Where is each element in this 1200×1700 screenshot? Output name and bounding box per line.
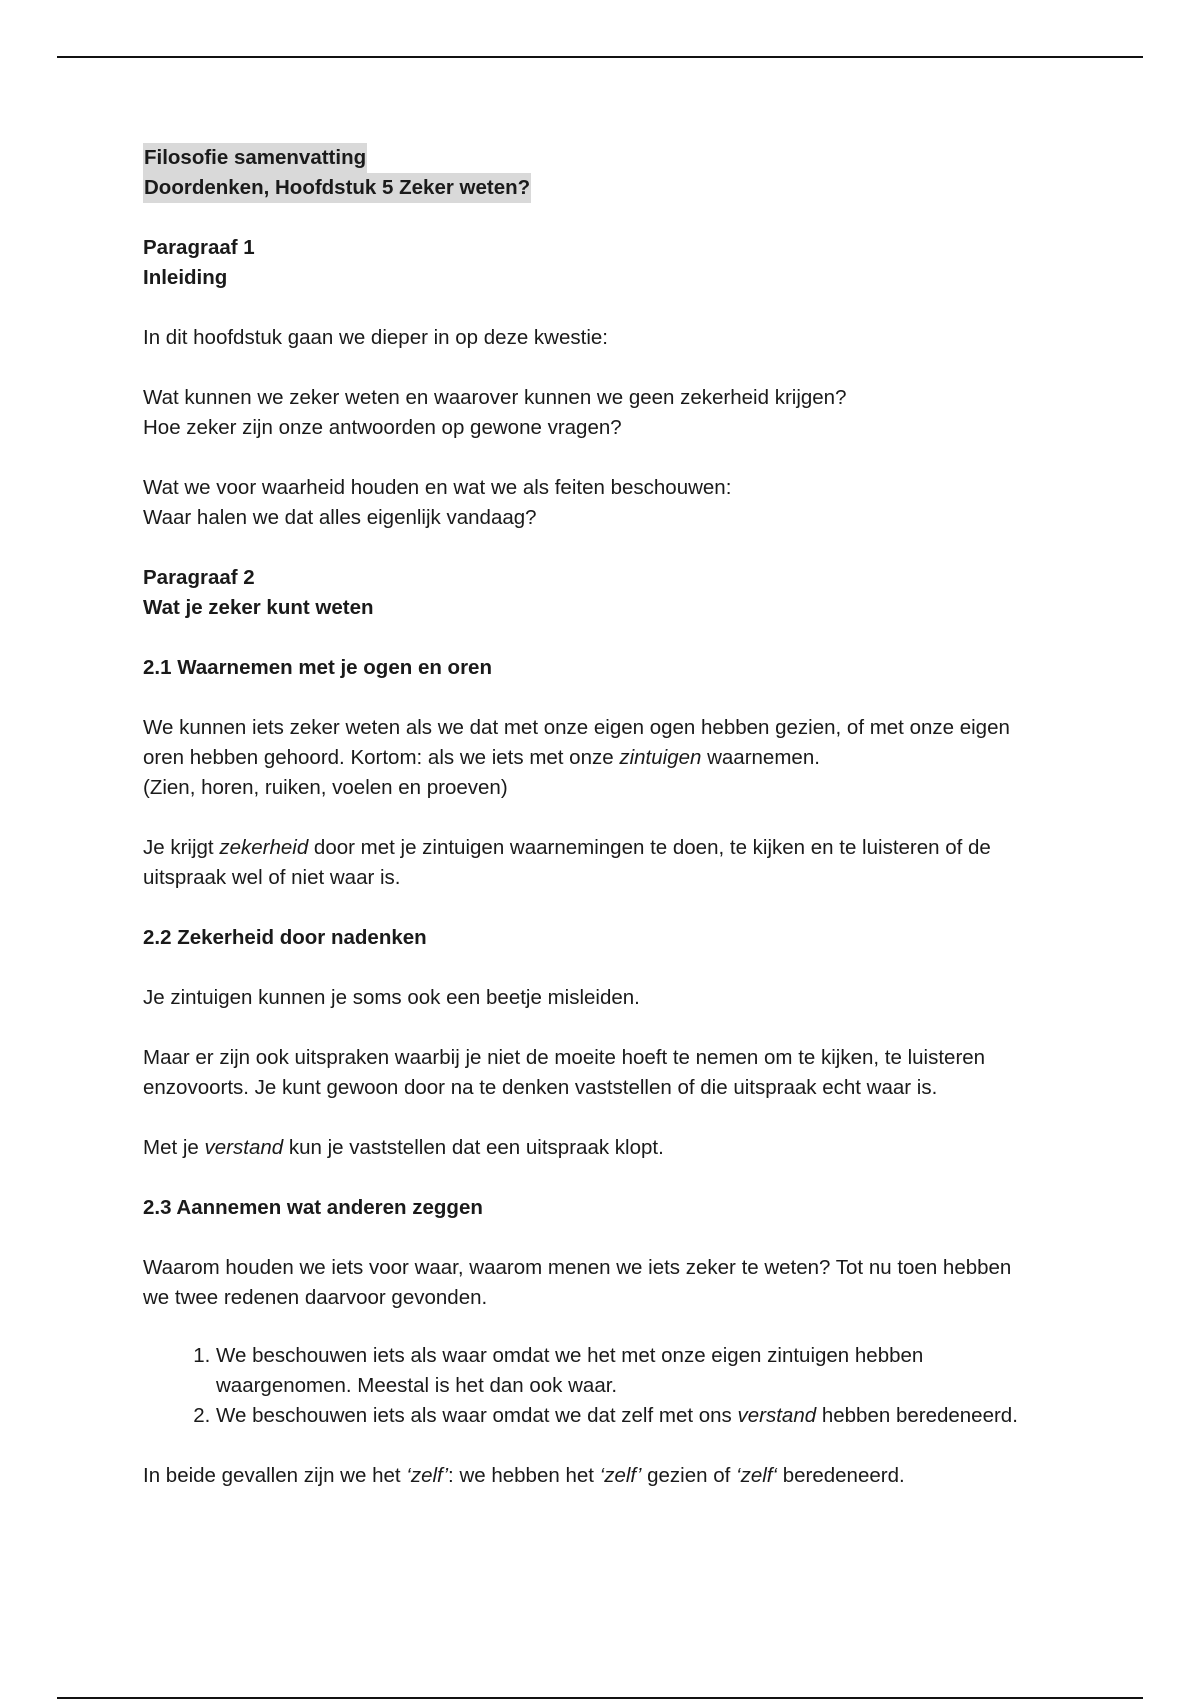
question-block-2: [143, 473, 1043, 533]
list-item: 1. We beschouwen iets als waar omdat we het met onze eigen zintuigen hebben waargenomen. Meestal is het dan ook waar.: [216, 1341, 1043, 1401]
section-2-3-text-2: [143, 1461, 1043, 1491]
header-rule: [57, 56, 1143, 58]
emphasis-zelf: ‘zelf‘: [736, 1464, 778, 1487]
paragraph-1-title: Inleiding: [143, 266, 228, 289]
paragraph-2-title: Wat je zeker kunt weten: [143, 596, 374, 619]
text-run: We beschouwen iets als waar omdat we dat zelf met ons: [216, 1404, 738, 1427]
paragraph-1-number: Paragraaf 1: [143, 236, 255, 259]
list-item: [216, 1401, 1043, 1431]
reasons-list: [143, 1341, 1043, 1431]
emphasis-zintuigen: zintuigen: [619, 746, 702, 769]
title-line-1: Filosofie samenvatting: [143, 143, 367, 173]
text-run: beredeneerd.: [777, 1464, 905, 1487]
text-run: waarnemen.: [701, 746, 820, 769]
text-run: In beide gevallen zijn we het: [143, 1464, 407, 1487]
section-2-1-heading: 2.1 Waarnemen met je ogen en oren: [143, 656, 492, 679]
footer-rule: [57, 1697, 1143, 1699]
text-run: We kunnen iets zeker weten als we dat met onze eigen ogen hebben gezien, of met onze eigen oren hebben gehoord. Kortom: als we iets met onze: [143, 716, 1010, 769]
section-2-2-text-2: Maar er zijn ook uitspraken waarbij je niet de moeite hoeft te nemen om te kijken, te luisteren enzovoorts. Je kunt gewoon door na te denken vaststellen of die uitspraak echt waar is.: [143, 1046, 986, 1099]
emphasis-verstand: verstand: [737, 1404, 817, 1427]
text-run: Je krijgt: [143, 836, 220, 859]
emphasis-zelf: ‘zelf’: [406, 1464, 449, 1487]
section-2-3-heading: 2.3 Aannemen wat anderen zeggen: [143, 1196, 483, 1219]
paragraph-2-number: Paragraaf 2: [143, 566, 255, 589]
title-line-2: Doordenken, Hoofdstuk 5 Zeker weten?: [143, 173, 531, 203]
paragraph-1-heading: [143, 233, 1043, 293]
question-block-1: [143, 383, 1043, 443]
text-run: hebben beredeneerd.: [816, 1404, 1018, 1427]
section-2-1-text-1: [143, 713, 1043, 803]
text-run: Met je: [143, 1136, 205, 1159]
section-2-2-text-1: Je zintuigen kunnen je soms ook een beetje misleiden.: [143, 986, 640, 1009]
emphasis-zekerheid: zekerheid: [219, 836, 309, 859]
document-title: [143, 143, 1043, 203]
section-2-3-text-1: Waarom houden we iets voor waar, waarom menen we iets zeker te weten? Tot nu toen hebben we twee redenen daarvoor gevonden.: [143, 1256, 1012, 1309]
senses-list: (Zien, horen, ruiken, voelen en proeven): [143, 776, 508, 799]
text-run: gezien of: [641, 1464, 737, 1487]
document-body: [143, 143, 1043, 1521]
text-run: kun je vaststellen dat een uitspraak klopt.: [283, 1136, 664, 1159]
emphasis-verstand: verstand: [204, 1136, 284, 1159]
text-run: : we hebben het: [448, 1464, 600, 1487]
section-2-2-text-3: [143, 1133, 1043, 1163]
question-4: Waar halen we dat alles eigenlijk vandaag?: [143, 506, 537, 529]
section-2-2-heading: 2.2 Zekerheid door nadenken: [143, 926, 427, 949]
intro-text: In dit hoofdstuk gaan we dieper in op deze kwestie:: [143, 326, 608, 349]
question-1: Wat kunnen we zeker weten en waarover kunnen we geen zekerheid krijgen?: [143, 386, 847, 409]
question-3: Wat we voor waarheid houden en wat we als feiten beschouwen:: [143, 476, 732, 499]
text-run: door met je zintuigen waarnemingen te doen, te kijken en te luisteren of de uitspraak wel of niet waar is.: [143, 836, 991, 889]
paragraph-2-heading: [143, 563, 1043, 623]
question-2: Hoe zeker zijn onze antwoorden op gewone vragen?: [143, 416, 622, 439]
emphasis-zelf: ‘zelf’: [599, 1464, 642, 1487]
section-2-1-text-2: [143, 833, 1043, 893]
